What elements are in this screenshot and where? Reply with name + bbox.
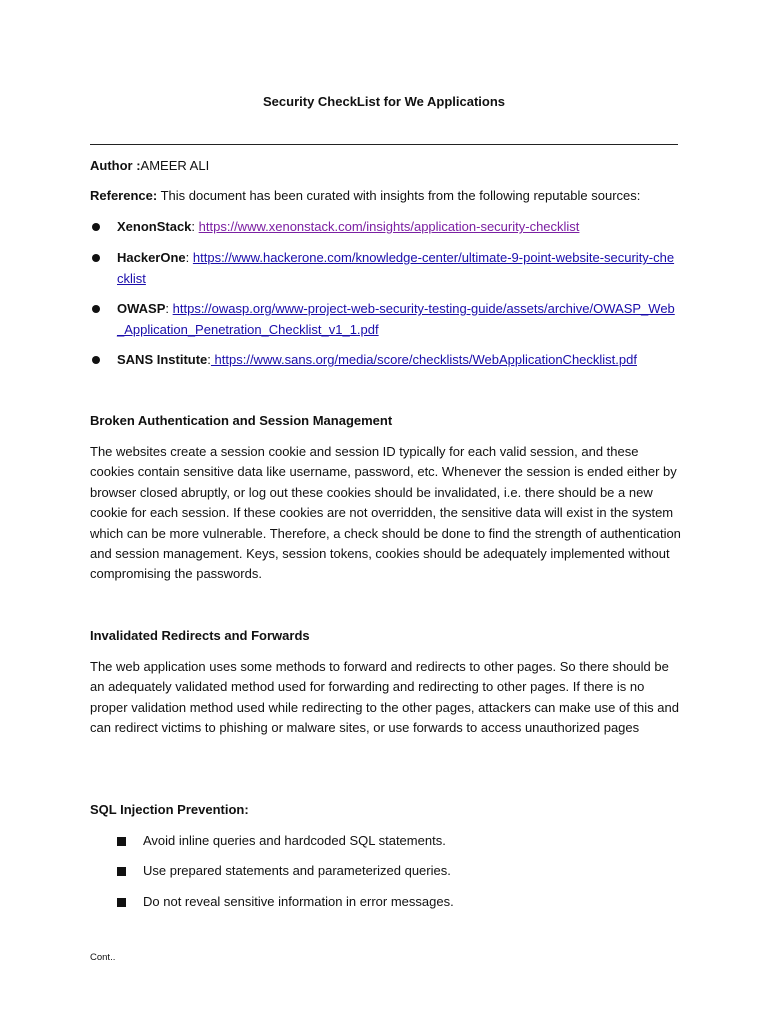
section-heading-sql-injection: SQL Injection Prevention:: [90, 802, 249, 817]
square-bullet-icon: [117, 867, 126, 876]
bullet-icon: [92, 254, 100, 262]
list-item: Avoid inline queries and hardcoded SQL statements.: [143, 833, 446, 848]
reference-link-hackerone[interactable]: https://www.hackerone.com/knowledge-center/ultimate-9-point-website-security-checklist: [117, 250, 675, 286]
document-title: Security CheckList for We Applications: [263, 94, 505, 109]
title-divider: [90, 144, 678, 145]
reference-separator: :: [191, 219, 199, 234]
reference-separator: :: [165, 301, 173, 316]
author-line: [90, 156, 209, 176]
reference-text: This document has been curated with insights from the following reputable sources:: [157, 188, 641, 203]
continuation-footer: Cont..: [90, 952, 116, 963]
list-item: Do not reveal sensitive information in error messages.: [143, 894, 454, 909]
bullet-icon: [92, 223, 100, 231]
reference-link-owasp[interactable]: https://owasp.org/www-project-web-security-testing-guide/assets/archive/OWASP_Web_Application_Penetration_Checklist_v1_1.pdf: [117, 301, 675, 337]
reference-separator: :: [185, 250, 193, 265]
reference-item-sans: [117, 350, 677, 371]
square-bullet-icon: [117, 898, 126, 907]
author-label: Author :: [90, 158, 141, 173]
reference-link-sans[interactable]: https://www.sans.org/media/score/checklists/WebApplicationChecklist.pdf: [210, 352, 637, 367]
section-body-redirects: The web application uses some methods to forward and redirects to other pages. So there should be an adequately validated method used for forwarding and redirecting to other pages. If there is no proper validation method used while redirecting to the other pages, attackers can make use of this and can redirect victims to phishing or malware sites, or use forwards to access unauthorized pages: [90, 659, 679, 736]
reference-label: Reference:: [90, 188, 158, 203]
reference-item-xenonstack: [117, 217, 677, 238]
reference-source-name: XenonStack: [117, 219, 192, 234]
reference-line: [90, 186, 640, 206]
reference-item-owasp: [117, 299, 677, 340]
author-name: AMEER ALI: [140, 158, 210, 173]
square-bullet-icon: [117, 837, 126, 846]
list-item: Use prepared statements and parameterized queries.: [143, 863, 451, 878]
section-heading-broken-auth: Broken Authentication and Session Management: [90, 413, 393, 428]
reference-item-hackerone: [117, 248, 677, 289]
bullet-icon: [92, 356, 100, 364]
reference-link-xenonstack[interactable]: https://www.xenonstack.com/insights/application-security-checklist: [198, 219, 580, 234]
reference-source-name: OWASP: [117, 301, 166, 316]
section-heading-redirects: Invalidated Redirects and Forwards: [90, 628, 310, 643]
reference-source-name: SANS Institute: [117, 352, 208, 367]
bullet-icon: [92, 305, 100, 313]
reference-separator: :: [207, 352, 211, 367]
reference-source-name: HackerOne: [117, 250, 186, 265]
section-body-broken-auth: The websites create a session cookie and session ID typically for each valid session, and these cookies contain sensitive data like username, password, etc. Whenever the session is ended either by browser closed abruptly, or log out these cookies should be invalidated, i.e. there should be a new cookie for each session. If these cookies are not overridden, the sensitive data will exist in the system which can be more vulnerable. Therefore, a check should be done to find the strength of authentication and session management. Keys, session tokens, cookies should be adequately implemented without compromising the passwords.: [90, 444, 681, 582]
